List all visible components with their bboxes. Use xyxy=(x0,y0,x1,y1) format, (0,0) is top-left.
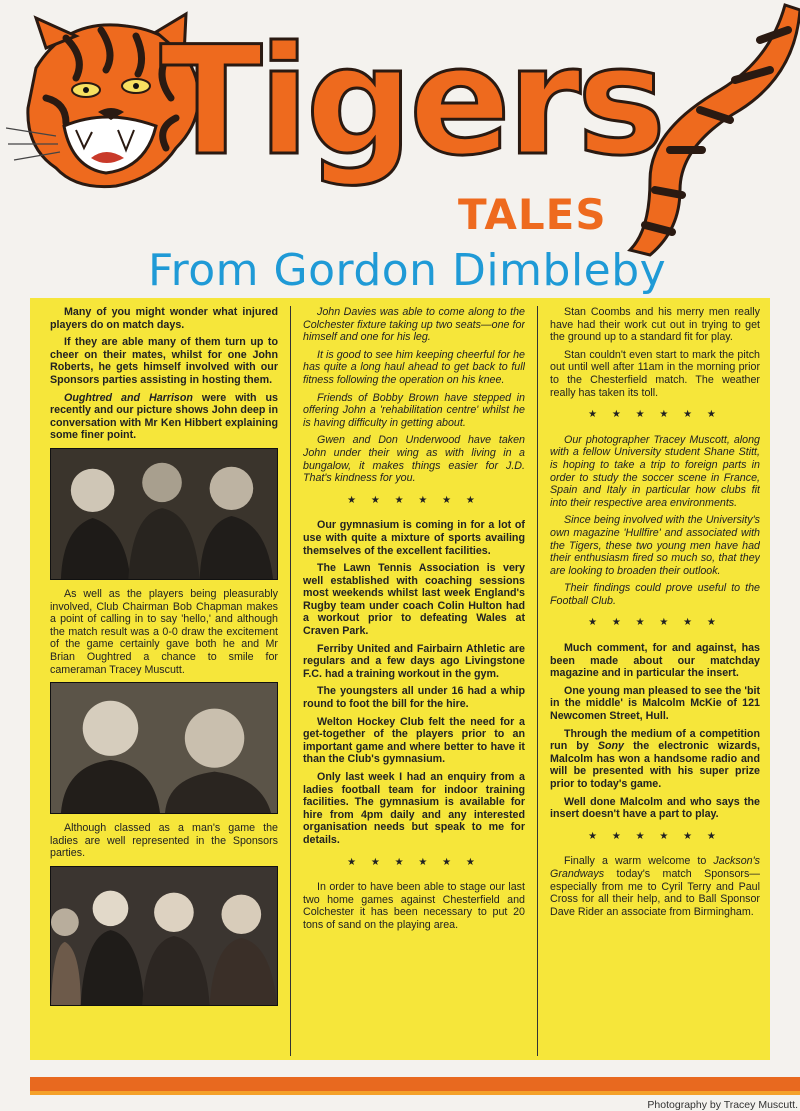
sponsor-name-italic: Jackson's Grandways xyxy=(550,855,760,880)
photo-credit: Photography by Tracey Muscutt. xyxy=(647,1099,798,1111)
section-separator: ★ ★ ★ ★ ★ ★ xyxy=(347,856,481,868)
paragraph: Our gymnasium is coming in for a lot of use with quite a mixture of sports availing themselves of the excellent facilities. xyxy=(303,519,525,557)
masthead-subtitle: TALES xyxy=(458,190,607,239)
paragraph: John Davies was able to come along to the Colchester fixture taking up two seats—one for himself and one for his leg. xyxy=(303,306,525,344)
names-italic: Oughtred and Harrison xyxy=(64,391,193,404)
paragraph: Much comment, for and against, has been made about our matchday magazine and in particular the insert. xyxy=(550,642,760,680)
paragraph-text: Finally a warm welcome to xyxy=(564,855,714,868)
paragraph: Welton Hockey Club felt the need for a get-together of the players prior to an important game and where better to have it than the Club's gymnasium. xyxy=(303,715,525,766)
paragraph: Well done Malcolm and who says the insert doesn't have a part to play. xyxy=(550,795,760,821)
paragraph: Friends of Bobby Brown have stepped in offering John a 'rehabilitation centre' whilst he is having difficulty in getting about. xyxy=(303,391,525,429)
paragraph: Ferriby United and Fairbairn Athletic are regulars and a few days ago Livingstone F.C. had a training workout in the gym. xyxy=(303,642,525,680)
paragraph: As well as the players being pleasurably involved, Club Chairman Bob Chapman makes a point of calling in to say 'hello,' and although the match result was a 0-0 draw the excitement of the game certainly gave both he and Mr Brian Oughtred a chance to smile for cameraman Tracey Muscutt. xyxy=(50,587,278,676)
paragraph: Although classed as a man's game the ladies are well represented in the Sponsors parties. xyxy=(50,822,278,860)
paragraph: Only last week I had an enquiry from a ladies football team for indoor training facilities. The gymnasium is available for hire from 4pm daily and any interested organisation needs but speak to me for details. xyxy=(303,771,525,846)
paragraph-text: were with us recently and our picture shows John deep in conversation with Mr Ken Hibbert explaining some finer point. xyxy=(50,391,278,442)
paragraph: One young man pleased to see the 'bit in the middle' is Malcolm McKie of 121 Newcomen Street, Hull. xyxy=(550,684,760,723)
brand-italic: Sony xyxy=(597,740,625,753)
paragraph: Stan couldn't even start to mark the pitch out until well after 11am in the morning prior to the Chesterfield match. The weather really has taken its toll. xyxy=(550,348,760,399)
author-byline: From Gordon Dimbleby xyxy=(148,245,667,296)
paragraph: It is good to see him keeping cheerful for he has quite a long haul ahead to get back to full fitness following the operation on his knee. xyxy=(303,348,525,386)
paragraph: Their findings could prove useful to the Football Club. xyxy=(550,582,760,607)
paragraph-text: Through the medium of a competition run by xyxy=(550,727,760,753)
article-column-1 xyxy=(50,306,278,1054)
column-divider xyxy=(290,306,291,1056)
paragraph: The youngsters all under 16 had a whip round to foot the bill for the hire. xyxy=(303,685,525,711)
paragraph: The Lawn Tennis Association is very well established with coaching sessions most weekends whilst last week England's Rugby team under coach Colin Hulton had a workout prior to defeating Wales at Craven Park. xyxy=(303,562,525,638)
article-panel xyxy=(30,298,770,1060)
section-separator: ★ ★ ★ ★ ★ ★ xyxy=(347,494,481,506)
paragraph: Many of you might wonder what injured players do on match days. xyxy=(50,306,278,331)
photo-men-conversation xyxy=(50,448,278,580)
paragraph: Since being involved with the University's own magazine 'Hullfire' and associated with the Tigers, these two young men have had their enthusiasm fired so much so, that they are looking to broaden their outlook. xyxy=(550,514,760,577)
paragraph: Our photographer Tracey Muscott, along with a fellow University student Shane Stitt, is hoping to take a trip to foreign parts in order to study the soccer scene in France, Spain and Italy in particular how clubs fit into their respective area environments. xyxy=(550,433,760,509)
paragraph: If they are able many of them turn up to cheer on their mates, whilst for one John Roberts, he gets himself involved with our Sponsors parties assisting in hosting them. xyxy=(50,336,278,386)
paragraph-text: today's match Sponsors—especially from me to Cyril Terry and Paul Cross for all their help, and to Ball Sponsor Dave Rider an associate from Birmingham. xyxy=(550,867,760,918)
footer-stripe xyxy=(30,1077,800,1099)
article-column-2 xyxy=(303,306,525,1054)
paragraph xyxy=(550,728,760,791)
section-separator: ★ ★ ★ ★ ★ ★ xyxy=(588,409,722,421)
paragraph: Stan Coombs and his merry men really have had their work cut out in trying to get the ground up to a standard fit for play. xyxy=(550,306,760,344)
section-separator: ★ ★ ★ ★ ★ ★ xyxy=(588,617,722,629)
paragraph: Gwen and Don Underwood have taken John under their wing as with living in a bungalow, it makes things easier for J.D. That's kindness for you. xyxy=(303,434,525,485)
section-separator: ★ ★ ★ ★ ★ ★ xyxy=(588,830,722,842)
article-column-3 xyxy=(550,306,760,1054)
paragraph-text: the electronic wizards, Malcolm has won a handsome radio and will be presented with his super prize prior to today's game. xyxy=(550,740,760,790)
paragraph xyxy=(550,855,760,918)
photo-chairman-smiling xyxy=(50,682,278,814)
column-divider xyxy=(537,306,538,1056)
paragraph: In order to have been able to stage our last two home games against Chesterfield and Colchester it has been necessary to put 20 tons of sand on the playing area. xyxy=(303,881,525,931)
paragraph xyxy=(50,392,278,442)
photo-ladies-sponsors xyxy=(50,866,278,1006)
masthead-title: Tigers xyxy=(160,15,663,189)
